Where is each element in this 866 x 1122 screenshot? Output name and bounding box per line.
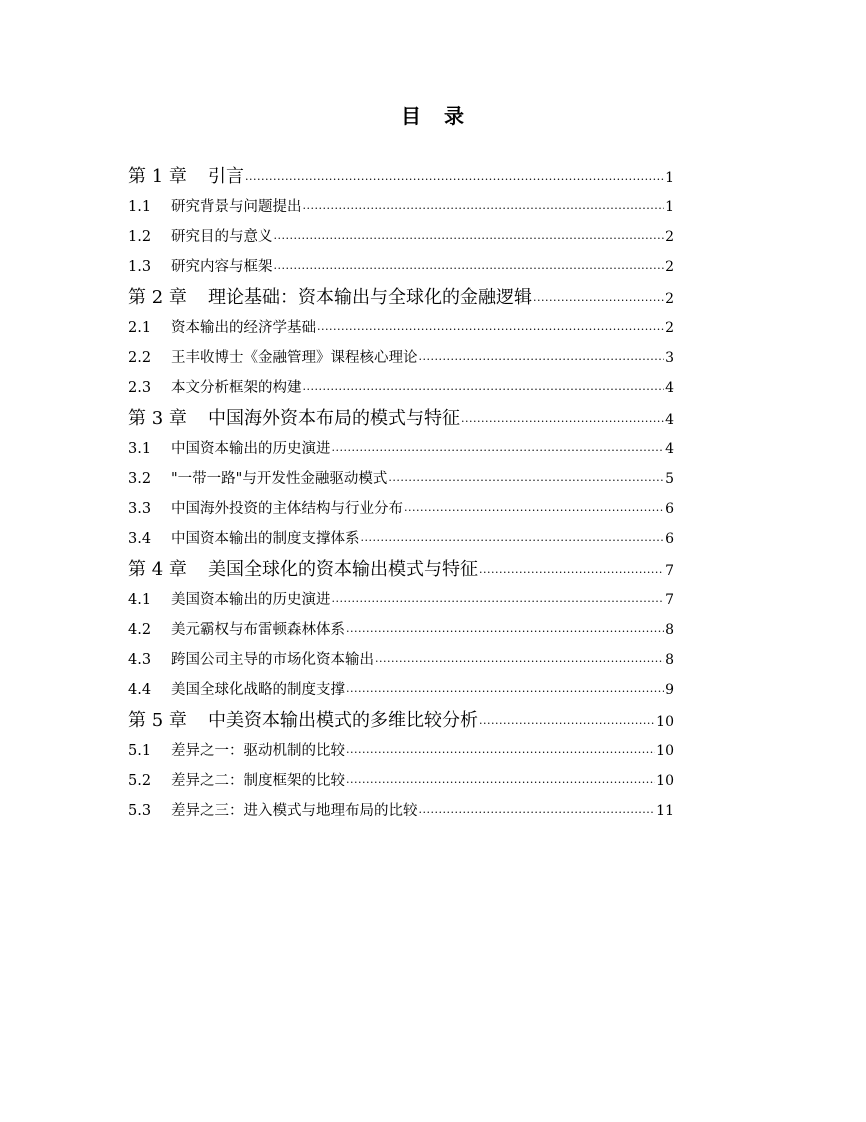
entry-title: 美国资本输出的历史演进 (171, 592, 331, 608)
entry-title: 研究内容与框架 (171, 259, 273, 275)
entry-page: 4 (665, 441, 674, 457)
toc-entry[interactable] (128, 434, 674, 464)
dot-leader (419, 342, 665, 372)
toc-entry[interactable] (128, 282, 674, 313)
toc-entry[interactable] (128, 161, 674, 192)
toc-entry[interactable] (128, 796, 674, 826)
dot-leader (332, 433, 665, 463)
entry-page: 1 (665, 170, 674, 186)
dot-leader (346, 735, 655, 765)
dot-leader (479, 705, 655, 736)
entry-page: 7 (665, 592, 674, 608)
entry-title: 差异之一：驱动机制的比较 (171, 743, 345, 759)
entry-number: 2.2 (128, 350, 152, 366)
dot-leader (533, 282, 664, 313)
entry-number: 4.2 (128, 622, 152, 638)
dot-leader (461, 403, 664, 434)
entry-number: 3.1 (128, 441, 152, 457)
toc-entry[interactable] (128, 585, 674, 615)
dot-leader (274, 251, 665, 281)
entry-title: 资本输出的经济学基础 (171, 320, 316, 336)
entry-title: 差异之三：进入模式与地理布局的比较 (171, 803, 418, 819)
entry-title: 美国全球化的资本输出模式与特征 (208, 559, 478, 580)
entry-title: 研究目的与意义 (171, 229, 273, 245)
toc-entry[interactable] (128, 645, 674, 675)
dot-leader (361, 523, 665, 553)
entry-title: 中国海外投资的主体结构与行业分布 (171, 501, 403, 517)
entry-page: 3 (665, 350, 674, 366)
dot-leader (303, 191, 665, 221)
dot-leader (346, 614, 664, 644)
entry-number: 第 4 章 (128, 559, 187, 580)
entry-title: 引言 (208, 166, 244, 187)
toc-entry[interactable] (128, 403, 674, 434)
entry-number: 第 5 章 (128, 710, 187, 731)
entry-page: 10 (656, 743, 674, 759)
dot-leader (419, 795, 656, 825)
toc-entry[interactable] (128, 222, 674, 252)
entry-page: 2 (665, 291, 674, 307)
entry-number: 5.1 (128, 743, 152, 759)
dot-leader (332, 584, 665, 614)
entry-title: 理论基础：资本输出与全球化的金融逻辑 (208, 287, 532, 308)
toc-entry[interactable] (128, 494, 674, 524)
entry-title: 美国全球化战略的制度支撑 (171, 682, 345, 698)
dot-leader (245, 161, 664, 192)
entry-page: 6 (665, 501, 674, 517)
entry-number: 1.2 (128, 229, 152, 245)
entry-number: 1.3 (128, 259, 152, 275)
dot-leader (388, 463, 664, 493)
entry-title: "一带一路"与开发性金融驱动模式 (171, 471, 388, 487)
dot-leader (346, 765, 655, 795)
entry-title: 中国资本输出的制度支撑体系 (171, 531, 360, 547)
toc-list (128, 161, 674, 826)
toc-title-right: 录 (444, 104, 465, 128)
toc-entry[interactable] (128, 464, 674, 494)
toc-title-left: 目 (401, 104, 422, 128)
entry-page: 4 (665, 412, 674, 428)
entry-number: 4.1 (128, 592, 152, 608)
entry-number: 3.3 (128, 501, 152, 517)
entry-page: 6 (665, 531, 674, 547)
entry-page: 1 (665, 199, 674, 215)
entry-page: 2 (665, 229, 674, 245)
toc-entry[interactable] (128, 524, 674, 554)
entry-title: 中国资本输出的历史演进 (171, 441, 331, 457)
entry-page: 9 (665, 682, 674, 698)
entry-number: 1.1 (128, 199, 152, 215)
entry-number: 4.3 (128, 652, 152, 668)
entry-title: 王丰收博士《金融管理》课程核心理论 (171, 350, 418, 366)
toc-entry[interactable] (128, 252, 674, 282)
entry-page: 4 (665, 380, 674, 396)
entry-page: 2 (665, 259, 674, 275)
entry-title: 中国海外资本布局的模式与特征 (208, 408, 460, 429)
entry-number: 5.3 (128, 803, 152, 819)
entry-number: 第 3 章 (128, 408, 187, 429)
toc-entry[interactable] (128, 675, 674, 705)
toc-entry[interactable] (128, 373, 674, 403)
entry-page: 8 (665, 622, 674, 638)
entry-title: 本文分析框架的构建 (171, 380, 302, 396)
toc-entry[interactable] (128, 705, 674, 736)
entry-number: 5.2 (128, 773, 152, 789)
dot-leader (317, 312, 664, 342)
dot-leader (479, 554, 664, 585)
entry-page: 2 (665, 320, 674, 336)
entry-page: 8 (665, 652, 674, 668)
entry-title: 跨国公司主导的市场化资本输出 (171, 652, 374, 668)
entry-number: 2.3 (128, 380, 152, 396)
entry-page: 7 (665, 563, 674, 579)
entry-page: 10 (656, 714, 674, 730)
entry-number: 3.2 (128, 471, 152, 487)
entry-title: 差异之二：制度框架的比较 (171, 773, 345, 789)
entry-number: 2.1 (128, 320, 152, 336)
toc-entry[interactable] (128, 313, 674, 343)
toc-entry[interactable] (128, 766, 674, 796)
dot-leader (404, 493, 664, 523)
dot-leader (303, 372, 665, 402)
entry-page: 11 (656, 803, 674, 819)
dot-leader (274, 221, 665, 251)
entry-number: 第 2 章 (128, 287, 187, 308)
toc-entry[interactable] (128, 343, 674, 373)
toc-entry[interactable] (128, 554, 674, 585)
entry-title: 中美资本输出模式的多维比较分析 (208, 710, 478, 731)
dot-leader (346, 674, 664, 704)
entry-number: 3.4 (128, 531, 152, 547)
toc-entry[interactable] (128, 192, 674, 222)
entry-page: 10 (656, 773, 674, 789)
entry-number: 第 1 章 (128, 166, 187, 187)
entry-title: 美元霸权与布雷顿森林体系 (171, 622, 345, 638)
toc-entry[interactable] (128, 736, 674, 766)
toc-title (0, 100, 866, 129)
toc-entry[interactable] (128, 615, 674, 645)
entry-page: 5 (665, 471, 674, 487)
dot-leader (375, 644, 664, 674)
entry-title: 研究背景与问题提出 (171, 199, 302, 215)
entry-number: 4.4 (128, 682, 152, 698)
